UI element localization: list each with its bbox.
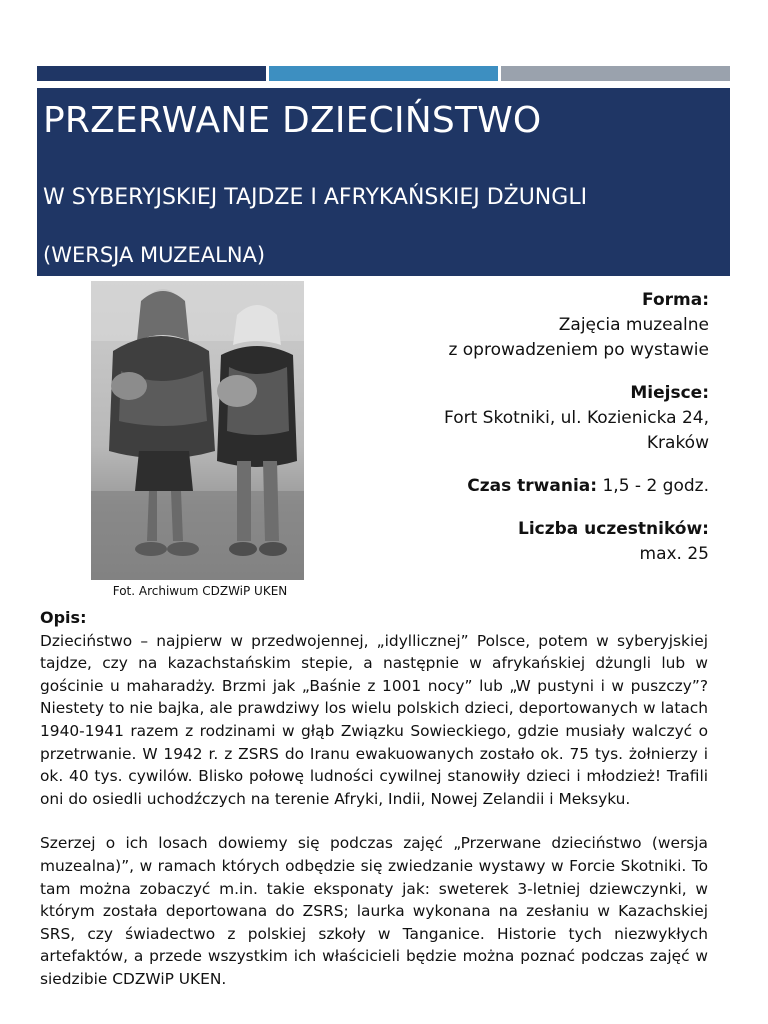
forma-label: Forma: bbox=[642, 290, 709, 310]
liczba-value: max. 25 bbox=[639, 544, 709, 564]
description-paragraph-2: Szerzej o ich losach dowiemy się podczas zajęć „Przerwane dzieciństwo (wersja muzealna)”, w ramach których odbędzie się zwiedzanie wystawy w Forcie Skotniki. To tam można zobaczyć m.in. takie eksponaty jak: sweterek 3-letniej dziewczynki, w którym została deportowana do ZSRS; laurka wykonana na zesłaniu w Kazachskiej SRS, czy świadectwo z polskiej szkoły w Tanganice. Historie tych niezwykłych artefaktów, a przede wszystkim ich właścicieli będzie można poznać podczas zajęć w siedzibie CDZWiP UKEN. bbox=[40, 834, 708, 988]
top-bar-gray bbox=[501, 66, 730, 81]
description-paragraph-1: Dzieciństwo – najpierw w przedwojennej, „idyllicznej” Polsce, potem w syberyjskiej tajdze, czy na kazachstańskim stepie, a następnie w afrykańskiej dżungli lub w gościnie u maharadży. Brzmi jak „Baśnie z 1001 nocy” lub „W pustyni i w puszczy”? Niestety to nie bajka, ale prawdziwy los wielu polskich dzieci, deportowanych w latach 1940-1941 razem z rodzinami w głąb Związku Sowieckiego, gdzie musiały walczyć o przetrwanie. W 1942 r. z ZSRS do Iranu ewakuowanych zostało ok. 75 tys. żołnierzy i ok. 40 tys. cywilów. Blisko połowę ludności cywilnej stanowiły dzieci i młodzież! Trafili oni do osiedli uchodźczych na terenie Afryki, Indii, Nowej Zelandii i Meksyku. bbox=[40, 631, 708, 808]
version-label: (WERSJA MUZEALNA) bbox=[43, 243, 266, 267]
title-banner bbox=[37, 88, 730, 276]
miejsce-line-2: Kraków bbox=[646, 433, 709, 453]
forma-line-2: z oprowadzeniem po wystawie bbox=[448, 340, 709, 360]
description-section bbox=[40, 607, 708, 991]
liczba-label: Liczba uczestników: bbox=[517, 519, 709, 539]
top-bar-dark bbox=[37, 66, 266, 81]
czas-label: Czas trwania: bbox=[467, 476, 598, 496]
photo-caption: Fot. Archiwum CDZWiP UKEN bbox=[112, 584, 288, 598]
top-bar-blue bbox=[269, 66, 498, 81]
miejsce-label: Miejsce: bbox=[630, 383, 709, 403]
czas-value: 1,5 - 2 godz. bbox=[597, 476, 709, 496]
photo-two-children bbox=[91, 281, 304, 580]
czas-row bbox=[420, 474, 709, 499]
page-title: PRZERWANE DZIECIŃSTWO bbox=[43, 100, 542, 141]
event-info bbox=[420, 288, 709, 567]
page-subtitle: W SYBERYJSKIEJ TAJDZE I AFRYKAŃSKIEJ DŻUNGLI bbox=[43, 185, 588, 210]
description-heading: Opis: bbox=[40, 608, 87, 627]
archival-photo bbox=[91, 281, 304, 580]
miejsce-line-1: Fort Skotniki, ul. Kozienicka 24, bbox=[444, 408, 709, 428]
forma-line-1: Zajęcia muzealne bbox=[558, 315, 709, 335]
